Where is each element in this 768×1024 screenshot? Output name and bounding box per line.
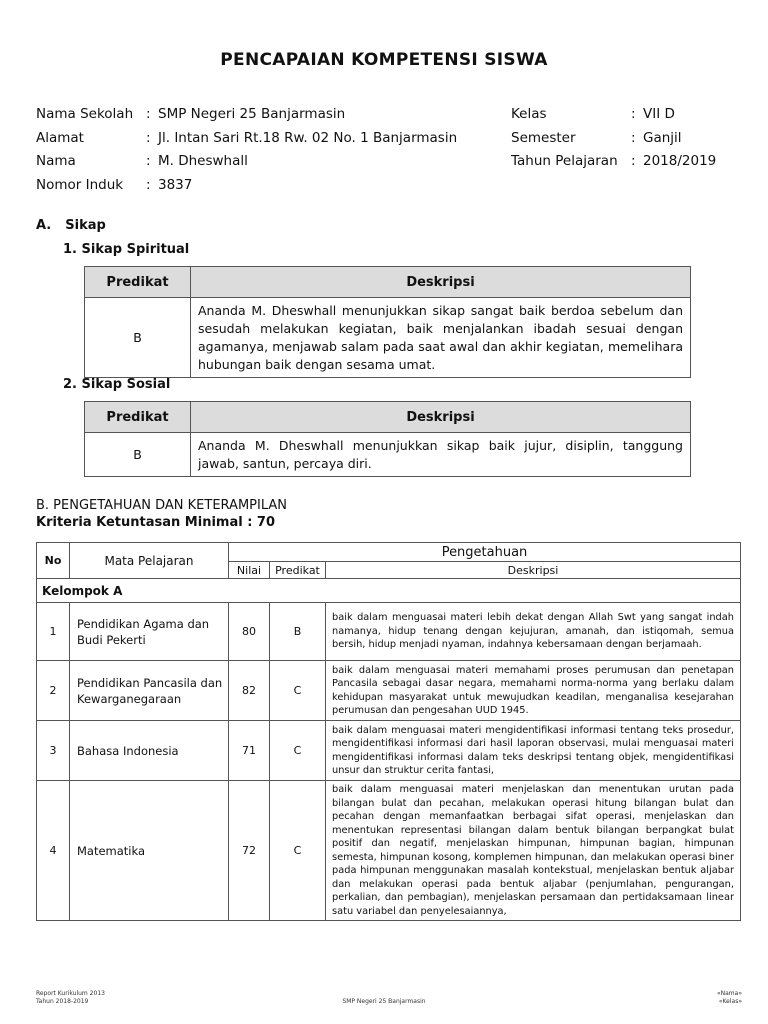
spiritual-col-deskripsi: Deskripsi <box>191 267 691 298</box>
identity-row-name <box>36 153 457 177</box>
identity-row-year <box>511 153 716 177</box>
col-predikat: Predikat <box>270 562 326 579</box>
row-mapel: Pendidikan Pancasila dan Kewarganegaraan <box>70 661 229 721</box>
label-school: Nama Sekolah <box>36 106 134 122</box>
footer-report: Report Kurikulum 2013 <box>36 990 105 997</box>
value-school: SMP Negeri 25 Banjarmasin <box>158 106 346 122</box>
value-class: VII D <box>643 106 675 122</box>
identity-row-school <box>36 106 457 130</box>
row-nilai: 71 <box>229 721 270 781</box>
value-year: 2018/2019 <box>643 153 717 169</box>
row-mapel: Matematika <box>70 781 229 921</box>
col-deskripsi: Deskripsi <box>326 562 741 579</box>
row-predikat: C <box>270 661 326 721</box>
value-id: 3837 <box>158 176 193 193</box>
sosial-predikat: B <box>85 433 191 477</box>
sosial-table <box>84 401 691 477</box>
group-label: Kelompok A <box>37 579 741 603</box>
colon: : <box>146 176 151 193</box>
colon: : <box>146 106 151 122</box>
spiritual-col-predikat: Predikat <box>85 267 191 298</box>
value-address: Jl. Intan Sari Rt.18 Rw. 02 No. 1 Banjarmasin <box>158 129 458 146</box>
identity-row-address <box>36 130 457 154</box>
row-predikat: C <box>270 721 326 781</box>
label-address: Alamat <box>36 129 84 146</box>
footer-name-field: «Nama» <box>716 990 742 997</box>
identity-row-class <box>511 106 716 130</box>
row-deskripsi: baik dalam menguasai materi lebih dekat dengan Allah Swt yang sangat indah namanya, hidup tenang dengan kejujuran, amanah, dan istiqomah, semua bersih, hidup menjadi nyaman, indahnya kebersamaan dengan berjamaah. <box>326 603 741 661</box>
section-a-title: Sikap <box>65 218 106 233</box>
identity-row-semester <box>511 130 716 154</box>
spiritual-table <box>84 266 691 378</box>
row-deskripsi: baik dalam menguasai materi memahami proses perumusan dan penetapan Pancasila sebagai dasar negara, memahami norma-norma yang berlaku dalam kehidupan masyarakat untuk mewujudkan keadilan, menganalisa kesejarahan perumusan dan pengesahan UUD 1945. <box>326 661 741 721</box>
row-mapel: Bahasa Indonesia <box>70 721 229 781</box>
sosial-deskripsi: Ananda M. Dheswhall menunjukkan sikap baik jujur, disiplin, tanggung jawab, santun, percaya diri. <box>191 433 691 477</box>
label-name: Nama <box>36 153 76 169</box>
row-mapel: Pendidikan Agama dan Budi Pekerti <box>70 603 229 661</box>
col-pengetahuan: Pengetahuan <box>229 543 741 562</box>
footer-right <box>717 990 742 1006</box>
row-deskripsi: baik dalam menguasai materi mengidentifikasi informasi tentang teks prosedur, mengidentifikasi informasi dari hasil laporan observasi, mulai menguasai materi mengidentifikasi informasi dalam teks deskripsi tentang objek, mengidentifikasi unsur dan struktur cerita fantasi, <box>326 721 741 781</box>
sosial-col-deskripsi: Deskripsi <box>191 402 691 433</box>
row-nilai: 80 <box>229 603 270 661</box>
table-row <box>37 661 741 721</box>
spiritual-heading: 1. Sikap Spiritual <box>63 242 190 257</box>
section-a-letter: A. <box>36 218 52 233</box>
label-semester: Semester <box>511 129 576 146</box>
row-no: 1 <box>37 603 70 661</box>
col-no: No <box>37 543 70 579</box>
colon: : <box>146 153 151 169</box>
row-predikat: C <box>270 781 326 921</box>
row-nilai: 72 <box>229 781 270 921</box>
row-no: 4 <box>37 781 70 921</box>
sosial-heading: 2. Sikap Sosial <box>63 377 171 392</box>
table-row <box>37 781 741 921</box>
value-semester: Ganjil <box>643 129 682 146</box>
label-class: Kelas <box>511 106 547 122</box>
section-a-heading <box>36 218 106 233</box>
label-id: Nomor Induk <box>36 176 124 193</box>
row-nilai: 82 <box>229 661 270 721</box>
identity-row-id <box>36 177 457 201</box>
spiritual-predikat: B <box>85 298 191 378</box>
row-no: 3 <box>37 721 70 781</box>
identity-left <box>36 106 457 200</box>
identity-right <box>511 106 716 177</box>
colon: : <box>146 129 151 146</box>
section-b-heading: B. PENGETAHUAN DAN KETERAMPILAN <box>36 498 287 513</box>
footer-class-field: «Kelas» <box>718 998 742 1005</box>
row-deskripsi: baik dalam menguasai materi menjelaskan dan menentukan urutan pada bilangan bulat dan pecahan, melakukan operasi hitung bilangan bulat dan pecahan dengan memanfaatkan berbagai sifat operasi, menjelaskan dan menentukan representasi bilangan dalam bentuk bilangan berpangkat bulat positif dan negatif, menjelaskan himpunan, himpunan bagian, himpunan semesta, himpunan kosong, komplemen himpunan, dan melakukan operasi biner pada himpunan menggunakan masalah kontekstual, menjelaskan bentuk aljabar dan melakukan operasi pada bentuk aljabar (penjumlahan, pengurangan, perkalian, dan pembagian), menjelaskan persamaan dan pertidaksamaan linear satu variabel dan penyelesaiannya, <box>326 781 741 921</box>
table-row <box>37 603 741 661</box>
row-predikat: B <box>270 603 326 661</box>
page-title: PENCAPAIAN KOMPETENSI SISWA <box>220 50 548 70</box>
col-mapel: Mata Pelajaran <box>70 543 229 579</box>
colon: : <box>631 106 636 122</box>
grades-table <box>36 542 741 921</box>
footer-center: SMP Negeri 25 Banjarmasin <box>342 998 426 1005</box>
footer-year: Tahun 2018-2019 <box>36 998 89 1005</box>
label-year: Tahun Pelajaran <box>511 153 618 169</box>
spiritual-deskripsi: Ananda M. Dheswhall menunjukkan sikap sangat baik berdoa sebelum dan sesudah melakukan kegiatan, baik menjalankan ibadah sesuai dengan agamanya, menjawab salam pada saat awal dan akhir kegiatan, memelihara hubungan baik dengan sesama umat. <box>191 298 691 378</box>
table-row <box>37 721 741 781</box>
colon: : <box>631 153 636 169</box>
colon: : <box>631 129 636 146</box>
sosial-col-predikat: Predikat <box>85 402 191 433</box>
col-nilai: Nilai <box>229 562 270 579</box>
row-no: 2 <box>37 661 70 721</box>
kkm-label: Kriteria Ketuntasan Minimal : 70 <box>36 515 276 530</box>
value-name: M. Dheswhall <box>158 153 248 169</box>
